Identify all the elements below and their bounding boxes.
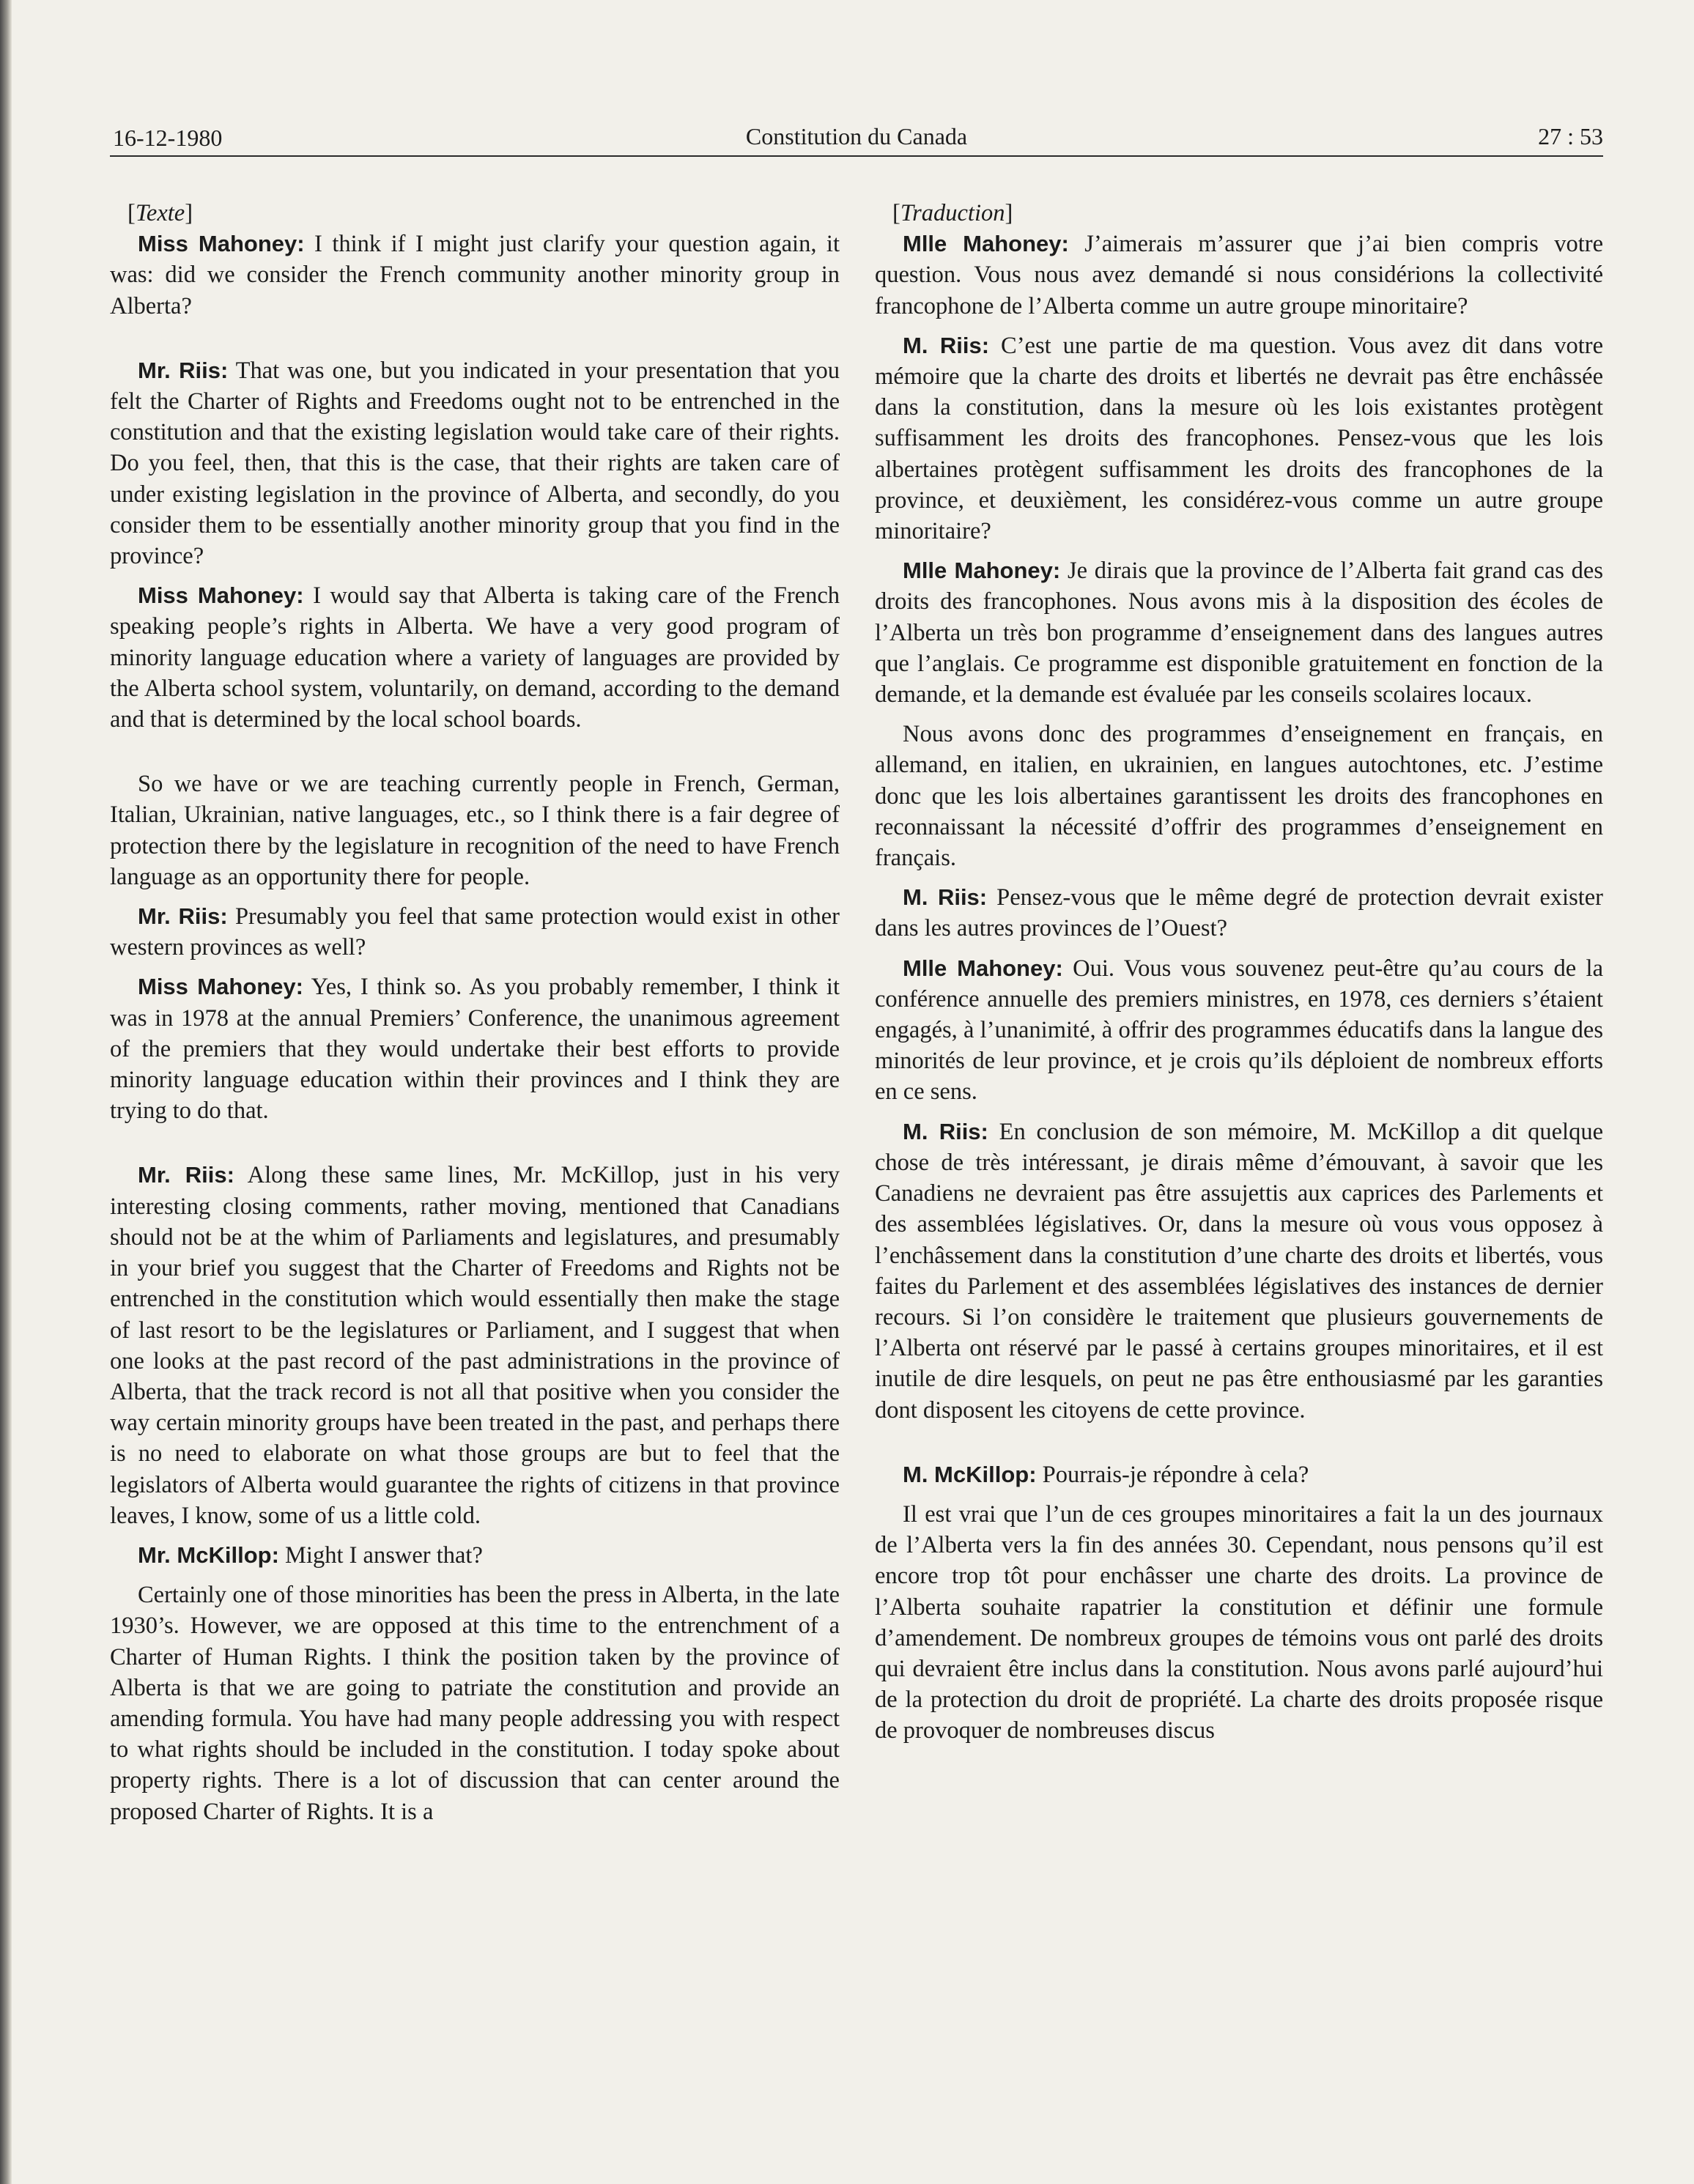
paragraph-text: Certainly one of those minorities has been the press in Alberta, in the late 1930’s. However, we are opposed at this time to the entrenchment of a Charter of Human Rights. I think the position taken by the province of Alberta is that we are going to patriate the constitution and provide an amending formula. You have had many people addressing you with respect to what rights should be included in the constitution. I today spoke about property rights. There is a lot of discussion that can center around the proposed Charter of Rights. It is a — [110, 1582, 840, 1825]
transcript-paragraph — [875, 1117, 1603, 1426]
paragraph-text: That was one, but you indicated in your presentation that you felt the Charter of Rights and Freedoms ought not to be entrenched in the constitution and that the existing legislation would take care of their rights. Do you feel, then, that this is the case, that their rights are taken care of under existing legislation in the province of Alberta, and secondly, do you consider them to be essentially another minority group that you find in the province? — [110, 357, 840, 570]
header-page-number: 27 : 53 — [1538, 123, 1603, 149]
page-header — [110, 120, 1603, 157]
speaker-name: Mlle Mahoney: — [903, 558, 1061, 584]
paragraph-text: Presumably you feel that same protection would exist in other western provinces as well? — [110, 903, 840, 961]
paragraph-text: Might I answer that? — [278, 1541, 483, 1569]
left-column-english — [110, 198, 840, 1836]
speaker-name: Mr. Riis: — [138, 903, 228, 930]
paragraph-text: J’aimerais m’assurer que j’ai bien compris votre question. Vous nous avez demandé si nous considérions la collectivité francophone de l’Alberta comme un autre groupe minoritaire? — [875, 231, 1603, 319]
header-date: 16-12-1980 — [113, 125, 223, 151]
transcript-paragraph — [875, 229, 1603, 322]
speaker-name: M. Riis: — [903, 332, 990, 358]
speaker-name: M. McKillop: — [903, 1461, 1037, 1487]
transcript-paragraph — [875, 953, 1603, 1108]
transcript-paragraph — [110, 1160, 840, 1530]
paragraph-text: Yes, I think so. As you probably remember, I think it was in 1978 at the annual Premiers’ Conference, the unanimous agreement of the premiers that they would undertake their best efforts to provide minority language education within their provinces and I think they are trying to do that. — [110, 974, 840, 1125]
speaker-name: Miss Mahoney: — [138, 231, 305, 257]
paragraph-text: Nous avons donc des programmes d’enseignement en français, en allemand, en italien, en ukrainien, en langues autochtones, etc. J’estime donc que les lois albertaines garantissent les droits des francophones en reconnaissant la nécessité d’offrir des programmes d’enseignement en français. — [875, 721, 1603, 872]
transcript-paragraph — [110, 1540, 840, 1571]
paragraph-text: I would say that Alberta is taking care of the French speaking people’s rights in Alberta. We have a very good program of minority language education where a variety of languages are provided by the Alberta school system, voluntarily, on demand, according to the demand and that is determined by the local school boards. — [110, 582, 840, 733]
header-title: Constitution du Canada — [745, 123, 968, 149]
paragraph-text: I think if I might just clarify your question again, it was: did we consider the French community another minority group in Alberta? — [110, 231, 840, 319]
transcript-paragraph — [875, 1459, 1603, 1490]
speaker-name: Miss Mahoney: — [138, 582, 304, 609]
speaker-name: Mr. Riis: — [138, 357, 229, 383]
speaker-name: Miss Mahoney: — [138, 974, 303, 1000]
speaker-name: Mr. Riis: — [138, 1162, 234, 1188]
paragraph-text: Pourrais-je répondre à cela? — [1036, 1461, 1309, 1488]
transcript-paragraph — [875, 719, 1603, 873]
speaker-name: M. Riis: — [903, 1118, 988, 1144]
transcript-paragraph — [875, 330, 1603, 547]
page-binding-edge — [0, 0, 12, 2184]
speaker-name: M. Riis: — [903, 884, 988, 911]
paragraph-text: En conclusion de son mémoire, M. McKillop a dit quelque chose de très intéressant, je dirais même d’émouvant, à savoir que les Canadiens ne devraient pas être assujettis aux caprices des Parlements et des assemblées législatives. Or, dans la mesure où vous vous opposez à l’enchâssement dans la constitution d’une charte des droits et libertés, vous faites du Parlement et des assemblées législatives des instances de dernier recours. Si l’on considère le traitement que plusieurs gouvernements de l’Alberta ont réservé par le passé à certains groupes minoritaires, et il est inutile de dire lesquels, on peut ne pas être enthousiasmé par les garanties dont disposent les citoyens de cette province. — [875, 1118, 1603, 1424]
paragraph-text: C’est une partie de ma question. Vous avez dit dans votre mémoire que la charte des droits et libertés ne devrait pas être enchâssée dans la constitution, dans la mesure où les lois existantes protègent suffisamment les droits des francophones. Pensez-vous que les lois albertaines protègent suffisamment les droits des francophones de la province, et deuxièment, les considérez-vous comme un autre groupe minoritaire? — [875, 332, 1603, 545]
paragraph-text: Pensez-vous que le même degré de protection devrait exister dans les autres provinces de l’Ouest? — [875, 884, 1603, 942]
transcript-paragraph — [110, 971, 840, 1126]
paragraph-text: Along these same lines, Mr. McKillop, just in his very interesting closing comments, rather moving, mentioned that Canadians should not be at the whim of Parliaments and legislatures, and presumably in your brief you suggest that the Charter of Freedoms and Rights not be entrenched in the constitution which would essentially then make the stage of last resort to be the legislatures or Parliament, and I suggest that when one looks at the past record of the past administrations in the province of Alberta, that the track record is not all that positive when you consider the way certain minority groups have been treated in the past, and perhaps there is no need to elaborate on what those groups are but to feel that the legislators of Alberta would guarantee the rights of citizens in that province leaves, I know, some of us a little cold. — [110, 1162, 840, 1529]
speaker-name: Mlle Mahoney: — [903, 955, 1063, 981]
transcript-paragraph — [110, 1580, 840, 1827]
transcript-paragraph — [875, 882, 1603, 944]
paragraph-text: Je dirais que la province de l’Alberta fait grand cas des droits des francophones. Nous avons mis à la disposition des écoles de l’Alberta un très bon programme d’enseignement dans des langues autres que l’anglais. Ce programme est disponible gratuitement en fonction de la demande, et la demande est évaluée par les conseils scolaires locaux. — [875, 558, 1603, 708]
speaker-name: Mlle Mahoney: — [903, 231, 1069, 257]
paragraph-text: Il est vrai que l’un de ces groupes minoritaires a fait la un des journaux de l’Alberta vers la fin des années 30. Cependant, nous pensons qu’il est encore trop tôt pour enchâsser une charte des droits. La province de l’Alberta souhaite rapatrier la constitution et définir une formule d’amendement. De nombreux groupes de témoins vous ont parlé des droits qui devraient être inclus dans la constitution. Nous avons parlé aujourd’hui de la protection du droit de propriété. La charte des droits proposée risque de provoquer de nombreuses discus — [875, 1500, 1603, 1744]
section-tag: [Traduction] — [892, 200, 1013, 226]
transcript-paragraph — [875, 555, 1603, 710]
transcript-paragraph — [110, 355, 840, 571]
transcript-paragraph — [110, 229, 840, 322]
right-column-french — [875, 198, 1603, 1755]
header-rule — [110, 155, 1603, 157]
paragraph-text: Oui. Vous vous souvenez peut-être qu’au cours de la conférence annuelle des premiers ministres, en 1978, ces derniers s’étaient engagés, à l’unanimité, à offrir des programmes éducatifs dans la langue des minorités de leur province, et je crois qu’ils déploient de nombreux efforts en ce sens. — [875, 955, 1603, 1106]
speaker-name: Mr. McKillop: — [138, 1541, 279, 1568]
paragraph-text: So we have or we are teaching currently people in French, German, Italian, Ukrainian, native languages, etc., so I think there is a fair degree of protection there by the legislature in recognition of the need to have French language as an opportunity there for people. — [110, 771, 840, 890]
transcript-paragraph — [110, 769, 840, 892]
transcript-paragraph — [875, 1499, 1603, 1747]
transcript-paragraph — [110, 580, 840, 735]
section-tag: [Texte] — [127, 200, 193, 226]
transcript-paragraph — [110, 901, 840, 963]
